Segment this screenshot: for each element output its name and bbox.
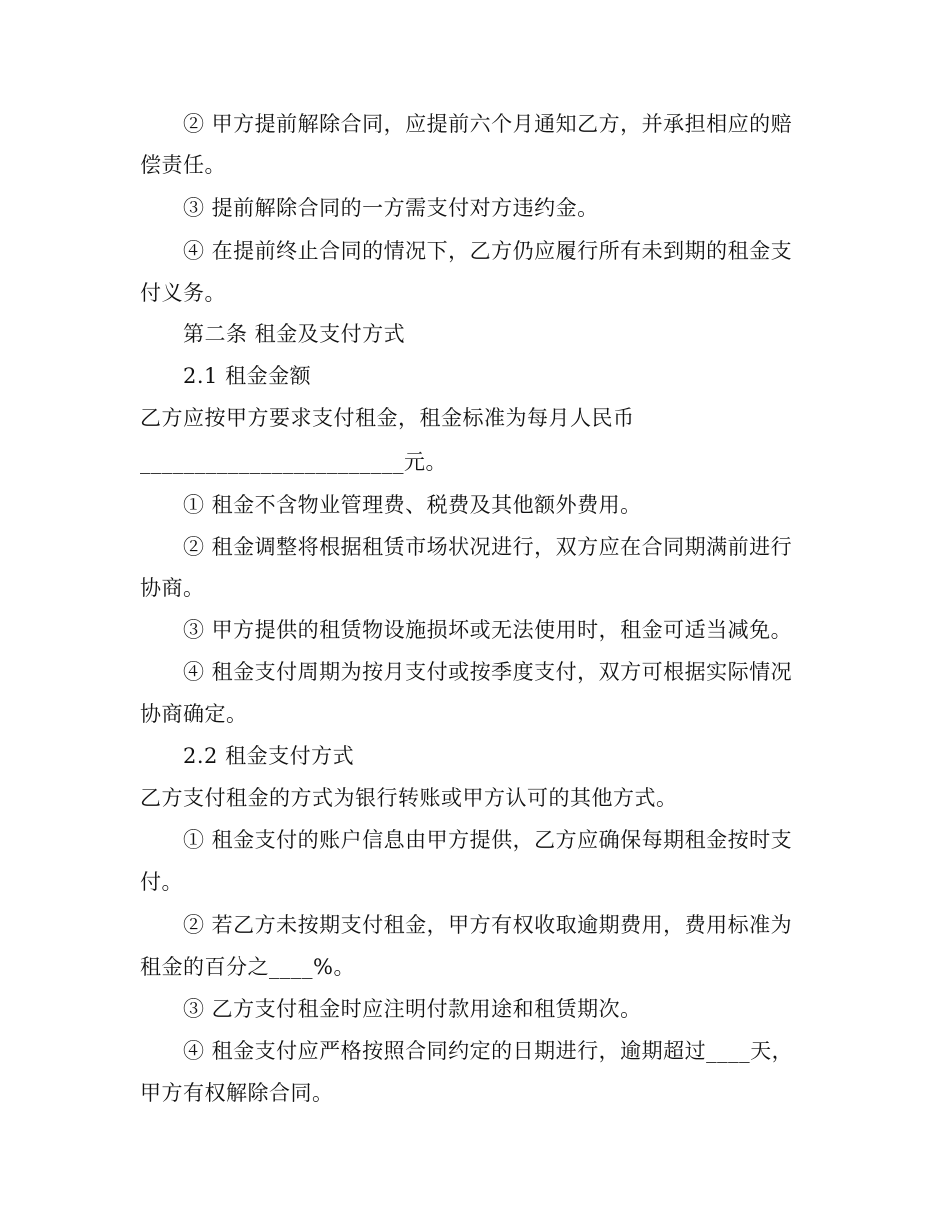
clause-line: ④ 租金支付周期为按月支付或按季度支付，双方可根据实际情况 [183,660,793,684]
blank-amount-line: ________________________元。 [140,450,447,474]
clause-line: 付义务。 [140,281,226,305]
clause-line: 协商。 [140,576,205,600]
clause-line: ③ 乙方支付租金时应注明付款用途和租赁期次。 [183,997,642,1021]
clause-line: ④ 租金支付应严格按照合同约定的日期进行，逾期超过____天， [183,1039,794,1063]
clause-line: ③ 甲方提供的租赁物设施损坏或无法使用时，租金可适当减免。 [183,618,793,642]
clause-line: ④ 在提前终止合同的情况下，乙方仍应履行所有未到期的租金支 [183,239,793,263]
clause-line: ① 租金不含物业管理费、税费及其他额外费用。 [183,493,642,517]
clause-line: ② 甲方提前解除合同，应提前六个月通知乙方，并承担相应的赔 [183,112,793,136]
paragraph-line: 乙方应按甲方要求支付租金，租金标准为每月人民币 [140,406,635,430]
subsection-heading: 2.2 租金支付方式 [183,744,355,768]
clause-line: 付。 [140,870,183,894]
clause-line: 协商确定。 [140,702,248,726]
clause-line: ① 租金支付的账户信息由甲方提供，乙方应确保每期租金按时支 [183,828,793,852]
clause-line: ② 若乙方未按期支付租金，甲方有权收取逾期费用，费用标准为 [183,913,793,937]
section-heading: 第二条 租金及支付方式 [183,322,406,346]
clause-line: 偿责任。 [140,153,226,177]
clause-line: 甲方有权解除合同。 [140,1081,334,1105]
clause-line: ② 租金调整将根据租赁市场状况进行，双方应在合同期满前进行 [183,535,793,559]
clause-line: 租金的百分之____%。 [140,955,355,979]
clause-line: ③ 提前解除合同的一方需支付对方违约金。 [183,196,599,220]
subsection-heading: 2.1 租金金额 [183,364,312,388]
paragraph-line: 乙方支付租金的方式为银行转账或甲方认可的其他方式。 [140,786,678,810]
